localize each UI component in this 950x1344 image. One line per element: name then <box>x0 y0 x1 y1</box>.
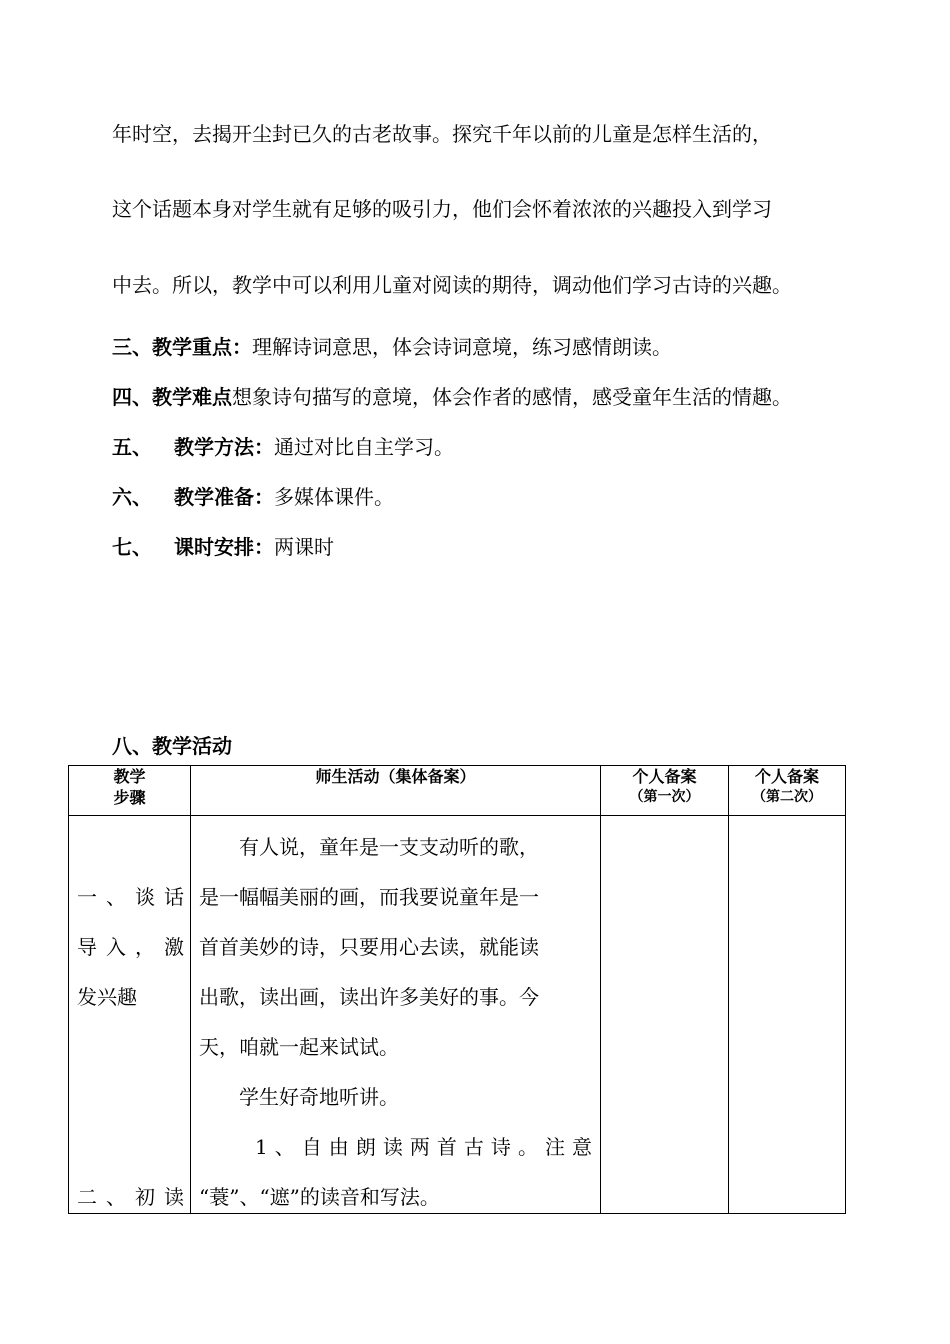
header-activity: 师生活动（集体备案） <box>191 766 601 816</box>
step-line: 导入，激 <box>77 935 184 959</box>
header-personal-first: 个人备案 （第一次） <box>601 766 729 816</box>
table-header-row <box>69 766 846 816</box>
section-label: 课时安排： <box>174 535 274 559</box>
personal-first-cell <box>601 816 729 1214</box>
activity-cell <box>191 816 601 1214</box>
section-label: 三、教学重点： <box>112 335 252 359</box>
section-number: 六、 <box>112 485 152 509</box>
header-step: 教学 步骤 <box>69 766 191 816</box>
section-text: 两课时 <box>274 535 334 559</box>
section-text: 多媒体课件。 <box>274 485 394 509</box>
section-teaching-focus <box>112 331 672 360</box>
activity-title: 八、教学活动 <box>112 734 232 758</box>
content-line: 天，咱就一起来试试。 <box>199 1035 399 1059</box>
step-line: 发兴趣 <box>77 985 137 1009</box>
intro-line-2: 这个话题本身对学生就有足够的吸引力，他们会怀着浓浓的兴趣投入到学习 <box>112 197 772 221</box>
content-line: 首首美妙的诗，只要用心去读，就能读 <box>199 935 539 959</box>
section-text: 想象诗句描写的意境，体会作者的感情，感受童年生活的情趣。 <box>232 385 792 409</box>
content-line: “蓑”、“遮”的读音和写法。 <box>199 1185 440 1209</box>
section-label: 四、教学难点 <box>112 385 232 409</box>
section-teaching-method <box>112 431 454 460</box>
content-line: 学生好奇地听讲。 <box>239 1085 399 1109</box>
section-number: 五、 <box>112 435 152 459</box>
step-cell <box>69 816 191 1214</box>
table-row <box>69 816 846 1214</box>
header-personal-second: 个人备案 （第二次） <box>729 766 846 816</box>
section-number: 七、 <box>112 535 152 559</box>
section-teaching-preparation <box>112 481 394 510</box>
section-text: 通过对比自主学习。 <box>274 435 454 459</box>
step-line: 一、谈话 <box>77 885 184 909</box>
intro-line-3: 中去。所以，教学中可以利用儿童对阅读的期待，调动他们学习古诗的兴趣。 <box>112 273 792 297</box>
intro-line-1: 年时空，去揭开尘封已久的古老故事。探究千年以前的儿童是怎样生活的， <box>112 122 772 146</box>
section-label: 教学方法： <box>174 435 274 459</box>
content-line: 出歌，读出画，读出许多美好的事。今 <box>199 985 539 1009</box>
teaching-activity-table <box>68 765 846 1214</box>
section-teaching-difficulty <box>112 381 792 410</box>
content-line: 1、自由朗读两首古诗。注意 <box>255 1135 592 1159</box>
section-class-schedule <box>112 531 334 560</box>
step-line: 二、初读 <box>77 1185 184 1209</box>
section-text: 理解诗词意思，体会诗词意境，练习感情朗读。 <box>252 335 672 359</box>
personal-second-cell <box>729 816 846 1214</box>
section-label: 教学准备： <box>174 485 274 509</box>
content-line: 有人说，童年是一支支动听的歌， <box>239 835 539 859</box>
content-line: 是一幅幅美丽的画，而我要说童年是一 <box>199 885 539 909</box>
